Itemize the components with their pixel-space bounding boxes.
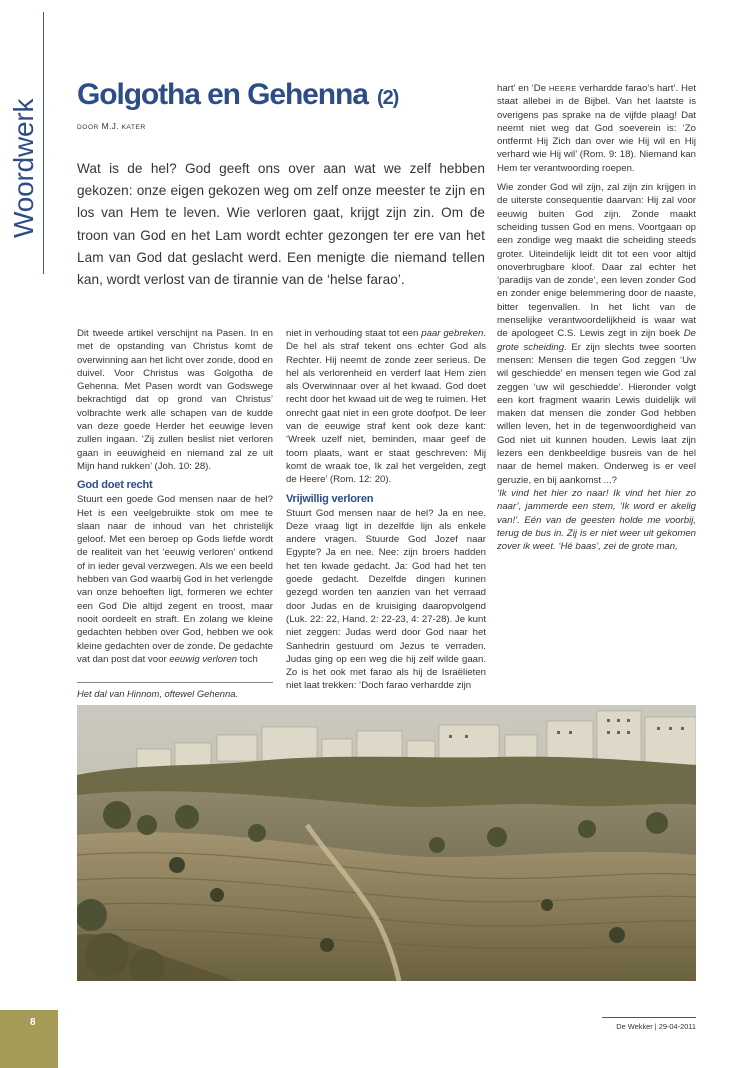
paragraph-god-doet-recht-text: Stuurt een goede God mensen naar de hel? Het is een veelgebruikte stok om mee te slaan naar de inhoud van het christelijk geloof. Met een beroep op Gods liefde wordt de realiteit van het ‘eeuwig verloren’ ontkend of in ieder geval verzwegen. Als we een beeld hebben van God waarbij God in het verlengde van onze behoeften ligt, formeren we echter een God Die altijd zegent en troost, maar nooit oordeelt en straft. En zolang we kleine gedachten hebben over God, hebben we ook kleine gedachten over de zonde. De gedachte vat dan post dat voor <box>77 494 273 665</box>
photo-caption: Het dal van Hinnom, oftewel Gehenna. <box>77 688 239 699</box>
section-label-graphic <box>0 62 44 240</box>
section-divider <box>43 12 44 274</box>
footer-divider <box>602 1017 696 1018</box>
article-part: (2) <box>377 87 399 109</box>
paragraph-zonder-god <box>497 181 696 487</box>
paragraph-vrijwillig-verloren-text: Stuurt God mensen naar de hel? Ja en nee. Deze vraag ligt in dezelfde lijn als enkele andere vragen. Stuurde God Jozef naar Egypte? Ja en nee. Nee: zijn broers hadden het ten kwade gedacht. Ja: God had het ten goede gedacht. Dezelfde dingen kunnen gezegd worden ten aanzien van het verraad door Judas en de kruisiging daaropvolgend (Luk. 22: 22, Hand. 2: 22-23, 4: 27-28). Je kunt niet zeggen: Judas werd door God naar het Sanhedrin gestuurd om Jezus te verraden. Judas ging op een weg die hij zelf wilde gaan. Zo is het ook met farao als hij de Israëlieten niet laat trekken: ‘Doch farao verhardde zijn <box>286 507 486 692</box>
paragraph-zonder-god-text: Wie zonder God wil zijn, zal zijn zin krijgen in de uiterste consequentie daarvan: Hij zal voor eeuwig buiten God zijn. Zonde maakt scheiding tussen God en mens. Voortgaan op een zondige weg maakt die scheiding steeds groter. Uiteindelijk leidt dit tot een voor altijd onoverbrugbare kloof. Daar zal echter het ‘paradijs van de zonde’, een leven zonder God en zonder enige belemmering door de naaste, bitter tegenvallen. In het licht van de menselijke verantwoordelijkheid is waar wat de apologeet C.S. Lewis zegt in zijn boek <box>497 182 696 340</box>
caption-divider <box>77 682 273 683</box>
hinnom-valley-photo <box>77 705 696 981</box>
subheading-vrijwillig-verloren: Vrijwillig verloren <box>286 492 374 505</box>
paragraph-continued <box>286 327 486 487</box>
lead-paragraph: Wat is de hel? God geeft ons over aan wat we zelf hebben gekozen: onze eigen gekozen weg om zelf onze meester te zijn en los van Hem te leven. Wie verloren gaat, krijgt zijn zin. Om de troon van God en het Lam wordt echter gezongen ter ere van het Lam van God dat geslacht werd. Een menigte die niemand tellen kan, wordt verlost van de tirannie van de ‘helse farao’. <box>77 161 485 288</box>
author-surname: KATER <box>121 124 146 131</box>
publication-footer: De Wekker | 29-04-2011 <box>616 1022 696 1031</box>
body-column-3 <box>497 82 696 553</box>
paragraph-intro: Dit tweede artikel verschijnt na Pasen. In en met de opstanding van Christus komt de overwinning aan het licht over zonde, dood en duivel. Voor Christus was Golgotha de Gehenna. Met Pasen wordt van Godswege bekrachtigd dat op grond van Christus’ volbrachte werk alle schapen van de kudde van deze goede Herder het eeuwige leven zullen ingaan. ‘Zij zullen beslist niet verloren gaan in eeuwigheid en niemand zal ze uit Mijn hand rukken’ (Joh. 10: 28). <box>77 328 273 472</box>
paragraph-zonder-god-end: . Er zijn slechts twee soorten mensen: Mensen die tegen God zeggen ‘Uw wil geschiedde’ en mensen tegen wie God zal zeggen ‘uw wil geschiedde’. Hieronder volgt een kort fragment waarin Lewis duidelijk wil maken dat mensen die zonder God hebben willen leven, het in de tegenwoordigheid van God niet uit kunnen houden. Lewis laat zijn lezers een denkbeeldige busreis van de hel naar de hemel maken. Onderweg is er veel geruzie, en bij aankomst ...? <box>497 341 696 486</box>
paragraph-god-doet-recht-mid-continued: niet in verhouding staat tot een <box>286 328 422 339</box>
paragraph-god-doet-recht-end-continued: . De hel als straf tekent ons echter God als Rechter. Hij neemt de zonde zeer serieus. De hel als verlorenheid en verderf laat Hem zien als Overwinnaar over al het kwaad. God doet recht door het kwaad uit de weg te ruimen. Het onrecht gaat niet in een grote doofpot. De leer van de eeuwige straf kent ook deze kant: ‘Wreek uzelf niet, beminden, maar geef de toorn plaats, want er staat geschreven: Mij komt de wraak toe, Ik zal het vergelden, zegt de Heere’ (Rom. 12: 20). <box>286 328 487 486</box>
body-column-2 <box>286 327 486 693</box>
paragraph-god-doet-recht <box>77 493 273 666</box>
paragraph-continued <box>497 82 696 175</box>
paragraph-lewis-quote: ‘Ik vind het hier zo naar! Ik vind het hier zo naar’, jammerde een stem, ‘Ik word er akelig van!’. Eén van de geesten holde me voorbij, terug de bus in. Zij is er niet weer uit gekomen zover ik weet. ‘Hé baas’, zei de grote man, <box>497 487 696 553</box>
paragraph-vrijwillig-verloren-text-continued: hart’ en ‘De <box>497 83 549 94</box>
author-initials: M.J. <box>101 121 122 131</box>
body-column-1 <box>77 327 273 666</box>
paragraph-vrijwillig-verloren <box>286 507 486 693</box>
article-title <box>77 78 398 112</box>
emphasis-eeuwig-verloren: eeuwig verloren <box>169 653 237 665</box>
page-number: 8 <box>30 1017 36 1028</box>
landscape-icon <box>77 705 696 981</box>
byline-prefix: DOOR <box>77 124 99 131</box>
subheading-god-doet-recht: God doet recht <box>77 479 153 492</box>
emphasis-book-title: De grote scheiding <box>497 328 696 353</box>
small-caps-heere-continued: HEERE <box>548 84 577 93</box>
paragraph-god-doet-recht-mid: toch <box>237 653 258 665</box>
page-number-tab <box>0 1010 58 1068</box>
section-label <box>0 62 44 240</box>
emphasis-paar-gebreken-continued: paar gebreken <box>421 328 484 339</box>
article-title-text: Golgotha en Gehenna <box>77 78 368 111</box>
section-label-text: Woordwerk <box>8 98 39 238</box>
paragraph-vrijwillig-verloren-end-continued: verhardde farao’s hart’. Het staat allebei in de Bijbel. Van het laatste is overigens pas sprake na de vijfde plaag! Dat neemt niet weg dat God soeverein is: ‘Zo ontfermt Hij Zich dan over wie Hij wil en Hij verhard wie Hij wil’ (Rom. 9: 18). Niemand kan Hem ter verantwoording roepen. <box>497 83 696 174</box>
byline <box>77 121 146 131</box>
